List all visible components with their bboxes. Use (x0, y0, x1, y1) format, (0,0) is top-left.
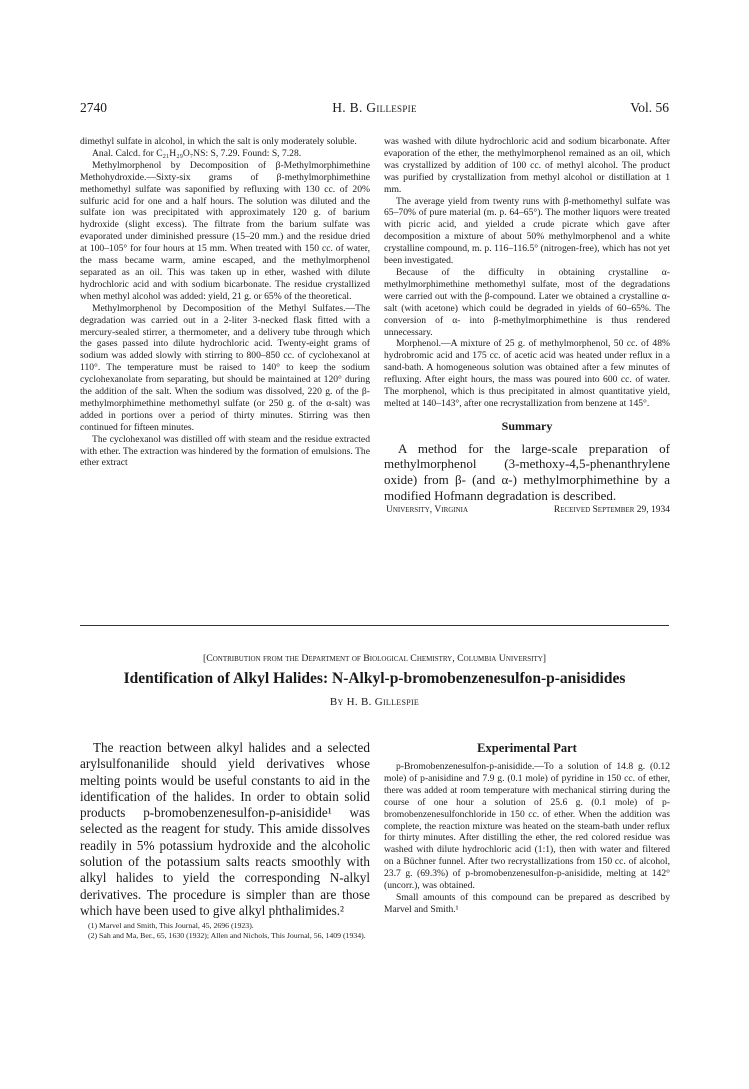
analysis-line: Anal. Calcd. for C₂₁H₂₉O₇NS: S, 7.29. Found: S, 7.28. (92, 147, 302, 159)
summary-heading: Summary (501, 418, 553, 433)
affiliation: University, Virginia (386, 505, 469, 516)
byline: By H. B. Gillespie (329, 696, 420, 708)
running-header (80, 100, 669, 120)
experimental-heading: Experimental Part (477, 741, 577, 755)
column-2 (384, 136, 670, 517)
paragraph: The cyclohexanol was distilled off with steam and the residue extracted with ether. The extraction was hindered by the formation of emulsions. The ether extract (80, 433, 370, 469)
paragraph: was washed with dilute hydrochloric acid and sodium bicarbonate. After evaporation of the ether, the methylmorphenol remained as an oil, which was crystallized by addition of 100 cc. of methyl alcohol. The product was purified by crystallization from methyl alcohol or distillation at 1 mm. (384, 136, 670, 195)
intro-paragraph: The reaction between alkyl halides and a selected arylsulfonanilide should yield derivatives whose melting points would be useful constants to aid in the identification of the halides. In order to obtain solid products p-bromobenzenesulfon-p-anisidide¹ was selected as the reagent for study. This amide dissolves readily in 5% potassium hydroxide and the alcoholic solution of the potassium salts reacts smoothly with alkyl halides to yield the corresponding N-alkyl derivatives. The procedure is simpler than are those which have been used to give alkyl phthalimides.² (80, 740, 370, 918)
article-title: Identification of Alkyl Halides: N-Alkyl-p-bromobenzenesulfon-p-anisidides (123, 670, 626, 687)
summary-text: A method for the large-scale preparation of methylmorphenol (3-methoxy-4,5-phenanthrylene oxide) from β- (and α-) methylmorphimethine by a modified Hofmann degradation is described. (384, 440, 670, 503)
page-number: 2740 (80, 100, 107, 115)
running-author: H. B. Gillespie (332, 100, 417, 115)
paragraph: p-Bromobenzenesulfon-p-anisidide.—To a solution of 14.8 g. (0.12 mole) of p-anisidine and 7.9 g. (0.1 mole) of pyridine in 150 cc. of ether, there was added at room temperature with mechanical stirring during the course of one hour a solution of 25.6 g. (0.1 mole) of p-bromobenzenesulfonchloride in 150 cc. of ether. When the addition was complete, the reaction mixture was heated on the steam-bath under reflux for thirty minutes. After distilling the ether, the red colored residue was washed with dilute hydrochloric acid (1:1), then with water and filtered on a Büchner funnel. After two recrystallizations from 150 cc. of alcohol, 23.7 g. (69.3%) of p-bromobenzenesulfon-p-anisidide, melting at 142° (uncorr.), was obtained. (384, 761, 670, 892)
section-divider (80, 625, 669, 626)
paragraph: dimethyl sulfate in alcohol, in which the salt is only moderately soluble. (80, 136, 357, 147)
column-3 (80, 740, 370, 941)
volume-label: Vol. 56 (630, 100, 669, 115)
contribution-line: [Contribution from the Department of Biological Chemistry, Columbia University] (202, 653, 547, 664)
column-4 (384, 740, 670, 916)
column-1 (80, 136, 370, 469)
received-date: Received September 29, 1934 (553, 505, 670, 516)
paragraph: Methylmorphenol by Decomposition of β-Methylmorphimethine Methohydroxide.—Sixty-six grams of β-methylmorphimethine methomethyl sulfate was saponified by refluxing with 130 cc. of 20% sulfuric acid for one and a half hours. The solution was diluted and the sulfate ion was precipitated with approximately 120 g. of barium hydroxide (slight excess). The filtrate from the barium sulfate was evaporated under diminished pressure (15–20 mm.) and the residue dried at 100–105° for four hours at 15 mm. When treated with 150 cc. of water, the mass became warm, amine escaped, and the methylmorphenol separated as an oil. This was taken up in ether, washed with dilute hydrochloric acid and with sodium bicarbonate. The residue crystallized when methyl alcohol was added: yield, 21 g. or 65% of the theoretical. (80, 159, 370, 302)
paragraph: The average yield from twenty runs with β-methomethyl sulfate was 65–70% of pure material (m. p. 64–65°). The mother liquors were treated with picric acid, and yielded a crude picrate which gave after decomposition a mixture of about 50% methylmorphenol and a white crystalline compound, m. p. 116–116.5° (nitrogen-free), which has not yet been investigated. (384, 195, 670, 267)
paragraph: Morphenol.—A mixture of 25 g. of methylmorphenol, 50 cc. of 48% hydrobromic acid and 175 cc. of acetic acid was heated under reflux in a sand-bath. A homogeneous solution was obtained after a few minutes of refluxing. After eight hours, the mass was poured into 600 cc. of water. The morphenol, which is thus precipitated in almost quantitative yield, melted at 140–143°, after one recrystallization from benzene at 145°. (384, 338, 670, 409)
signature-line (384, 505, 670, 517)
footnote: (2) Sah and Ma, Ber., 65, 1630 (1932); Allen and Nichols, This Journal, 56, 1409 (1934). (88, 931, 366, 941)
footnotes (80, 921, 370, 941)
paragraph: Small amounts of this compound can be prepared as described by Marvel and Smith.¹ (384, 891, 670, 915)
paragraph: Methylmorphenol by Decomposition of the Methyl Sulfates.—The degradation was carried out in a 2-liter 3-necked flask fitted with a mercury-sealed stirrer, a thermometer, and a delivery tube through which the gases passed into dilute hydrochloric acid. Twenty-eight grams of sodium was added slowly with stirring to 800–850 cc. of cyclohexanol at 110°. The temperature must be raised to 140° to keep the sodium cyclohexanolate from separating, but should be maintained at 120° during the addition of the salt. When the sodium was dissolved, 220 g. of the β-methylmorphimethine methomethyl sulfate (or 250 g. of the α-salt) was added in portions over a period of thirty minutes. Stirring was then continued for fifteen minutes. (80, 302, 370, 433)
footnote: (1) Marvel and Smith, This Journal, 45, 2696 (1923). (88, 921, 254, 931)
paragraph: Because of the difficulty in obtaining crystalline α-methylmorphimethine methomethyl sulfate, most of the degradations were carried out with the β-compound. Later we obtained a crystalline α-salt (with acetone) which could be degraded in yields of 60–65%. The conversion of α- into β-methylmorphimethine is thus rendered unnecessary. (384, 266, 670, 338)
